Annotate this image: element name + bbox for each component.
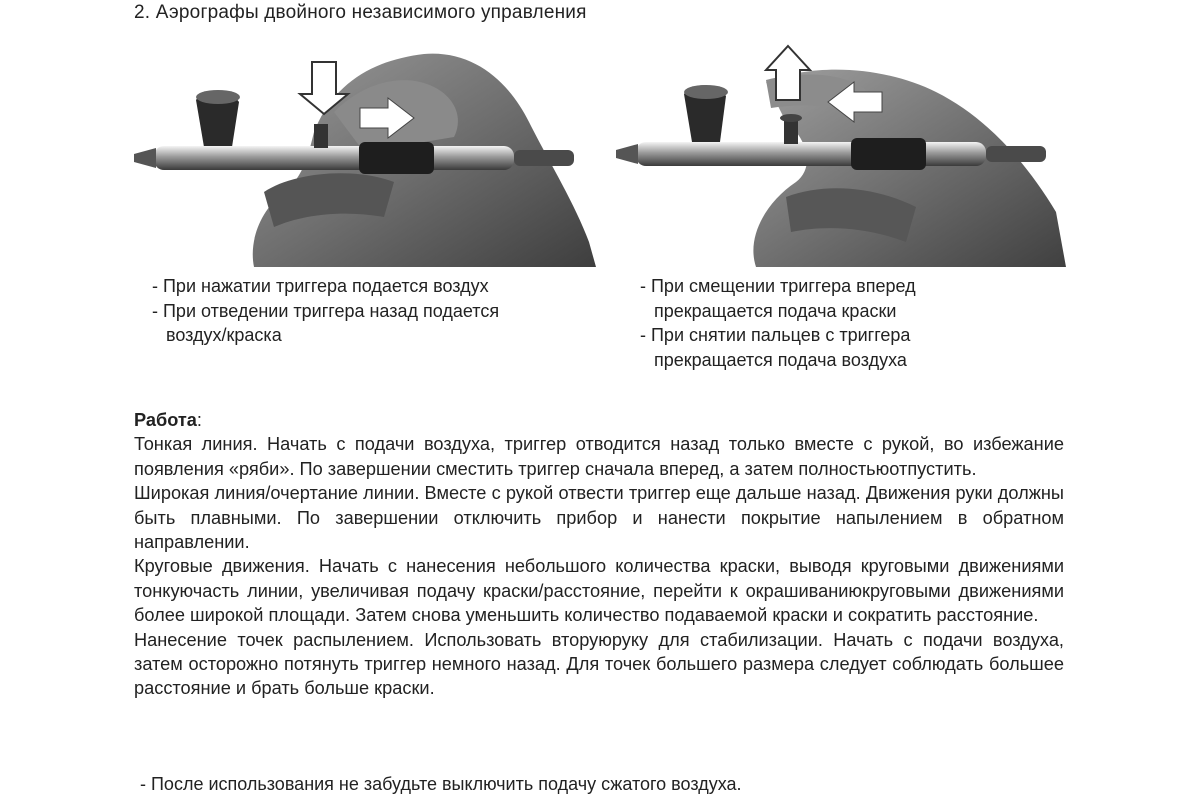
hand-airbrush-release-icon [616,42,1066,267]
paragraph-dots: Нанесение точек распылением. Использовать вторуюруку для стабилизации. Начать с подачи воздуха, затем осторожно потянуть триггер немного назад. Для точек большего размера следует соблюдать большее расстояние и брать больше краски. [134,629,1064,699]
caption-left [152,274,499,348]
caption-right [640,274,916,372]
work-title-line [134,408,1064,432]
paragraph-circular: Круговые движения. Начать с нанесения небольшого количества краски, выводя круговыми движениями тонкуючасть линии, увеличивая подачу краски/расстояние, перейти к окрашиваниюкруговыми движениями более широкой площади. Затем снова уменьшить количество подаваемой краски и сократить расстояние. [134,556,1064,626]
caption-right-line: прекращается подача воздуха [654,349,907,370]
hand-airbrush-icon [134,42,596,267]
footer-note: - После использования не забудьте выключить подачу сжатого воздуха. [140,774,742,794]
caption-right-line: - При смещении триггера вперед [640,276,916,296]
airbrush-photo-left [134,42,596,267]
caption-left-line: воздух/краска [166,325,282,345]
airbrush-photo-right [616,42,1066,267]
caption-left-line: - При нажатии триггера подается воздух [152,276,489,296]
work-title-colon: : [196,410,202,430]
paragraph-wide-line: Широкая линия/очертание линии. Вместе с рукой отвести триггер еще дальше назад. Движения руки должны быть плавными. По завершении отключить прибор и нанести покрытие напылением в обратном направлении. [134,483,1064,553]
page-heading: 2. Аэрографы двойного независимого управления [134,2,587,23]
work-section [134,408,1064,701]
caption-left-line: - При отведении триггера назад подается [152,300,500,321]
paragraph-thin-line: Тонкая линия. Начать с подачи воздуха, триггер отводится назад только вместе с рукой, во избежание появления «ряби». По завершении сместить триггер сначала вперед, а затем полностьюотпустить. [134,434,1064,479]
caption-right-line: - При снятии пальцев с триггера [640,325,911,345]
caption-right-line: прекращается подача краски [654,300,897,321]
work-title: Работа [134,410,197,430]
